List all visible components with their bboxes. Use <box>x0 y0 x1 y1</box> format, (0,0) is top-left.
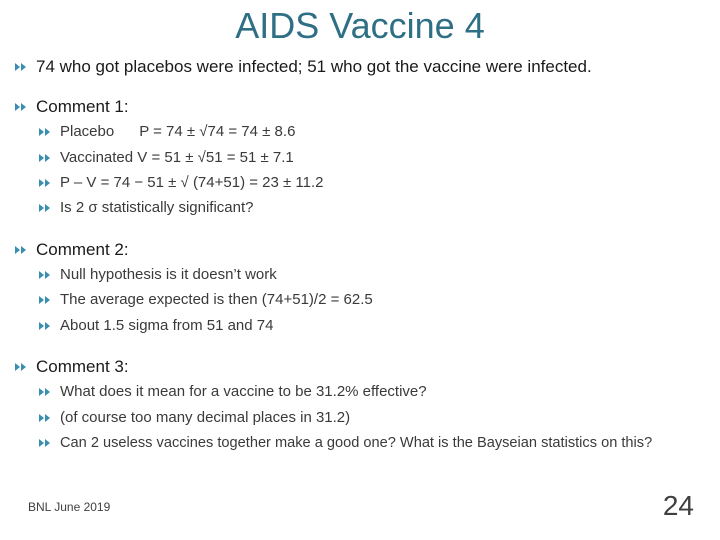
sub-bullet-text: P – V = 74 − 51 ± √ (74+51) = 23 ± 11.2 <box>60 174 324 191</box>
right-arrow-bullet-icon <box>14 244 30 256</box>
right-arrow-bullet-icon <box>38 177 54 189</box>
sub-bullet-text: (of course too many decimal places in 31.2) <box>60 409 351 426</box>
right-arrow-bullet-icon <box>38 320 54 332</box>
sub-bullet <box>38 433 652 453</box>
right-arrow-bullet-icon <box>38 412 54 424</box>
bullet-comment1-heading <box>14 96 129 118</box>
sub-bullet-text: Vaccinated V = 51 ± √51 = 51 ± 7.1 <box>60 149 294 166</box>
right-arrow-bullet-icon <box>38 126 54 138</box>
sub-bullet <box>38 122 295 142</box>
slide-footer: BNL June 2019 <box>28 500 111 514</box>
right-arrow-bullet-icon <box>14 101 30 113</box>
bullet-comment2-heading <box>14 239 129 261</box>
bullet-text: Comment 3: <box>36 357 129 376</box>
right-arrow-bullet-icon <box>14 61 30 73</box>
bullet-text: Comment 1: <box>36 97 129 116</box>
sub-bullet <box>38 408 350 428</box>
right-arrow-bullet-icon <box>38 437 54 449</box>
right-arrow-bullet-icon <box>38 269 54 281</box>
sub-bullet-text: Null hypothesis is it doesn’t work <box>60 266 277 283</box>
sub-bullet <box>38 316 273 336</box>
bullet-comment3-heading <box>14 356 129 378</box>
right-arrow-bullet-icon <box>14 361 30 373</box>
bullet-text: 74 who got placebos were infected; 51 who got the vaccine were infected. <box>36 57 592 76</box>
right-arrow-bullet-icon <box>38 202 54 214</box>
sub-bullet <box>38 382 427 402</box>
sub-bullet-text: What does it mean for a vaccine to be 31.2% effective? <box>60 383 427 400</box>
sub-bullet-text: The average expected is then (74+51)/2 = 62.5 <box>60 291 373 308</box>
sub-bullet <box>38 265 277 285</box>
page-number: 24 <box>662 490 694 521</box>
sub-bullet-text: Is 2 σ statistically significant? <box>60 199 254 216</box>
sub-bullet-text: About 1.5 sigma from 51 and 74 <box>60 317 274 334</box>
sub-bullet <box>38 173 324 193</box>
sub-bullet-text: Placebo P = 74 ± √74 = 74 ± 8.6 <box>60 123 296 140</box>
bullet-text: Comment 2: <box>36 240 129 259</box>
right-arrow-bullet-icon <box>38 152 54 164</box>
sub-bullet-text: Can 2 useless vaccines together make a good one? What is the Bayseian statistics on this? <box>60 435 653 451</box>
slide-title: AIDS Vaccine 4 <box>235 5 485 46</box>
sub-bullet <box>38 148 294 168</box>
bullet-intro <box>14 56 592 78</box>
sub-bullet <box>38 198 254 218</box>
sub-bullet <box>38 290 373 310</box>
right-arrow-bullet-icon <box>38 386 54 398</box>
right-arrow-bullet-icon <box>38 294 54 306</box>
